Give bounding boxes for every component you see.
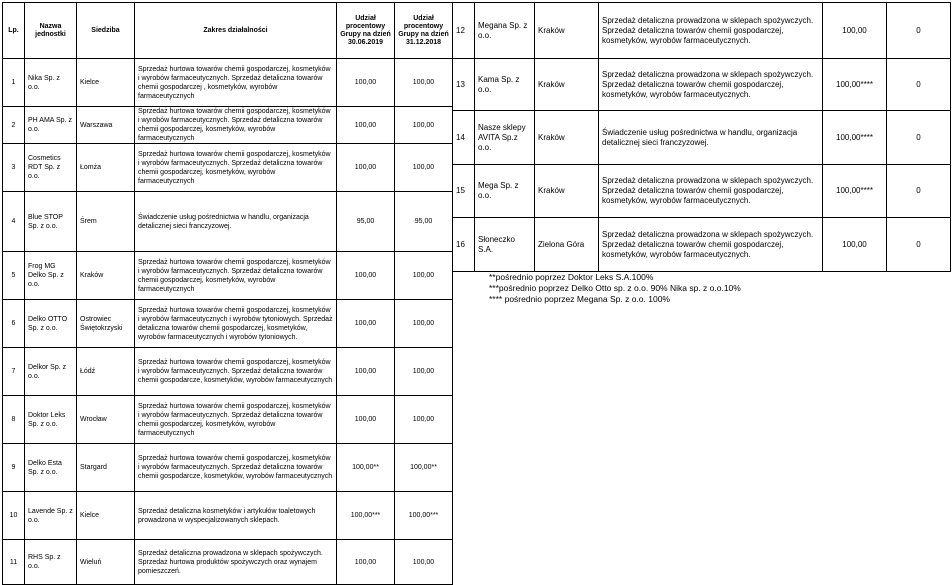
row-number: 6 [3, 300, 25, 348]
share-2018: 0 [887, 59, 951, 111]
share-2018: 100,00 [395, 396, 453, 444]
company-name: Słoneczko S.A. [475, 218, 535, 272]
table-row [3, 492, 453, 540]
share-2018: 100,00*** [395, 492, 453, 540]
header-share-2019: Udział procentowy Grupy na dzień 30.06.2019 [337, 3, 395, 59]
business-scope: Sprzedaż hurtowa towarów chemii gospodarczej, kosmetyków i wyrobów farmaceutycznych. Sprzedaż detaliczna towarów chemii gospodarczej, kosmetyków, wyrobów farmaceutycznych [135, 396, 337, 444]
row-number: 9 [3, 444, 25, 492]
company-name: Cosmetics RDT Sp. z o.o. [25, 144, 77, 192]
business-scope: Sprzedaż hurtowa towarów chemii gospodarczej, kosmetyków i wyrobów farmaceutycznych. Sprzedaż detaliczna towarów chemii gospodarczej, kosmetyków, wyrobów farmaceutycznych [135, 107, 337, 144]
business-scope: Sprzedaż hurtowa towarów chemii gospodarczej, kosmetyków i wyrobów farmaceutycznych. Sprzedaż detaliczna towarów chemii gospodarcze, kosmetyków, wyrobów farmaceutycznych [135, 444, 337, 492]
company-seat: Kraków [535, 165, 599, 218]
company-name: Lavende Sp. z o.o. [25, 492, 77, 540]
row-number: 11 [3, 540, 25, 585]
table-row [3, 144, 453, 192]
company-seat: Stargard [77, 444, 135, 492]
subsidiaries-table-left [2, 2, 453, 585]
share-2019: 100,00 [337, 348, 395, 396]
table-header-row [3, 3, 453, 59]
business-scope: Sprzedaż detaliczna prowadzona w sklepach spożywczych. Sprzedaż hurtowa produktów spożywczych oraz wynajem pomieszczeń. [135, 540, 337, 585]
share-2019: 100,00 [337, 107, 395, 144]
share-2018: 0 [887, 111, 951, 165]
row-number: 12 [453, 3, 475, 59]
company-name: Delkor Sp. z o.o. [25, 348, 77, 396]
company-name: Doktor Leks Sp. z o.o. [25, 396, 77, 444]
company-seat: Wrocław [77, 396, 135, 444]
business-scope: Sprzedaż detaliczna prowadzona w sklepach spożywczych. Sprzedaż detaliczna towarów chemii gospodarczej, kosmetyków, wyrobów farmaceutycznych. [599, 165, 823, 218]
share-2018: 100,00 [395, 252, 453, 300]
company-seat: Łomża [77, 144, 135, 192]
table-row [453, 111, 951, 165]
share-2018: 100,00 [395, 348, 453, 396]
company-name: Megana Sp. z o.o. [475, 3, 535, 59]
business-scope: Sprzedaż detaliczna prowadzona w sklepach spożywczych. Sprzedaż detaliczna towarów chemii gospodarczej, kosmetyków, wyrobów farmaceutycznych. [599, 218, 823, 272]
header-scope: Zakres działalności [135, 3, 337, 59]
share-2018: 100,00 [395, 59, 453, 107]
company-seat: Śrem [77, 192, 135, 252]
share-2019: 100,00*** [337, 492, 395, 540]
share-2019: 100,00** [337, 444, 395, 492]
footnote: **** pośrednio poprzez Megana Sp. z o.o. 100% [489, 294, 670, 304]
table-row [3, 444, 453, 492]
header-seat: Siedziba [77, 3, 135, 59]
row-number: 15 [453, 165, 475, 218]
share-2018: 100,00 [395, 107, 453, 144]
share-2019: 100,00**** [823, 59, 887, 111]
header-name: Nazwa jednostki [25, 3, 77, 59]
business-scope: Świadczenie usług pośrednictwa w handlu, organizacja detalicznej sieci franczyzowej. [135, 192, 337, 252]
business-scope: Świadczenie usług pośrednictwa w handlu, organizacja detalicznej sieci franczyzowej. [599, 111, 823, 165]
table-row [3, 107, 453, 144]
table-row [453, 59, 951, 111]
row-number: 10 [3, 492, 25, 540]
company-seat: Zielona Góra [535, 218, 599, 272]
row-number: 14 [453, 111, 475, 165]
business-scope: Sprzedaż detaliczna kosmetyków i artykułów toaletowych prowadzona w wyspecjalizowanych sklepach. [135, 492, 337, 540]
share-2019: 100,00**** [823, 165, 887, 218]
business-scope: Sprzedaż hurtowa towarów chemii gospodarczej, kosmetyków i wyrobów farmaceutycznych. Sprzedaż detaliczna towarów chemii gospodarczej , kosmetyków, wyrobów farmaceutycznych [135, 59, 337, 107]
business-scope: Sprzedaż hurtowa towarów chemii gospodarczej, kosmetyków i wyrobów farmaceutycznych. Sprzedaż detaliczna towarów chemii gospodarczej, kosmetyków, wyrobów farmaceutycznych [135, 144, 337, 192]
company-seat: Kraków [77, 252, 135, 300]
share-2018: 95,00 [395, 192, 453, 252]
company-name: Frog MG Delko Sp. z o.o. [25, 252, 77, 300]
share-2018: 0 [887, 218, 951, 272]
business-scope: Sprzedaż hurtowa towarów chemii gospodarczej, kosmetyków i wyrobów farmaceutycznych. Sprzedaż detaliczna towarów chemii gospodarczej, kosmetyków, wyrobów farmaceutycznych [135, 252, 337, 300]
company-name: Delko Esta Sp. z o.o. [25, 444, 77, 492]
company-name: Blue STOP Sp. z o.o. [25, 192, 77, 252]
footnotes [489, 272, 741, 305]
share-2019: 100,00**** [823, 111, 887, 165]
company-seat: Wieluń [77, 540, 135, 585]
share-2018: 100,00 [395, 300, 453, 348]
subsidiaries-table-right [452, 2, 951, 272]
company-name: PH AMA Sp. z o.o. [25, 107, 77, 144]
share-2019: 100,00 [337, 396, 395, 444]
company-seat: Kielce [77, 492, 135, 540]
share-2019: 100,00 [823, 218, 887, 272]
row-number: 7 [3, 348, 25, 396]
company-name: Mega Sp. z o.o. [475, 165, 535, 218]
company-seat: Łódź [77, 348, 135, 396]
share-2018: 0 [887, 3, 951, 59]
share-2019: 100,00 [337, 300, 395, 348]
share-2019: 100,00 [337, 144, 395, 192]
share-2019: 100,00 [337, 59, 395, 107]
company-seat: Kraków [535, 111, 599, 165]
share-2019: 100,00 [823, 3, 887, 59]
share-2019: 95,00 [337, 192, 395, 252]
company-seat: Kielce [77, 59, 135, 107]
footnote: **pośrednio poprzez Doktor Leks S.A.100% [489, 272, 654, 282]
business-scope: Sprzedaż hurtowa towarów chemii gospodarczej, kosmetyków i wyrobów farmaceutycznych. Sprzedaż detaliczna towarów chemii gospodarcze, kosmetyków, wyrobów farmaceutycznych [135, 348, 337, 396]
row-number: 2 [3, 107, 25, 144]
company-seat: Kraków [535, 59, 599, 111]
footnote: ***pośrednio poprzez Delko Otto sp. z o.o. 90% Nika sp. z o.o.10% [489, 283, 741, 293]
row-number: 5 [3, 252, 25, 300]
table-row [3, 192, 453, 252]
row-number: 16 [453, 218, 475, 272]
table-row [453, 165, 951, 218]
share-2018: 100,00 [395, 540, 453, 585]
row-number: 3 [3, 144, 25, 192]
row-number: 13 [453, 59, 475, 111]
table-row [3, 348, 453, 396]
share-2019: 100,00 [337, 252, 395, 300]
share-2018: 100,00 [395, 144, 453, 192]
company-name: Nasze sklepy AVITA Sp.z o.o. [475, 111, 535, 165]
row-number: 1 [3, 59, 25, 107]
row-number: 8 [3, 396, 25, 444]
company-name: Kama Sp. z o.o. [475, 59, 535, 111]
table-row [3, 59, 453, 107]
share-2019: 100,00 [337, 540, 395, 585]
company-seat: Ostrowiec Świętokrzyski [77, 300, 135, 348]
header-share-2018: Udział procentowy Grupy na dzień 31.12.2018 [395, 3, 453, 59]
table-row [3, 396, 453, 444]
business-scope: Sprzedaż detaliczna prowadzona w sklepach spożywczych. Sprzedaż detaliczna towarów chemii gospodarczej, kosmetyków, wyrobów farmaceutycznych. [599, 3, 823, 59]
share-2018: 0 [887, 165, 951, 218]
business-scope: Sprzedaż hurtowa towarów chemii gospodarczej, kosmetyków i wyrobów farmaceutycznych i wyrobów tytoniowych. Sprzedaż detaliczna towarów chemii gospodarczej, kosmetyków, wyrobów farmaceutycznych i wyrobów tytoniowych. [135, 300, 337, 348]
company-seat: Warszawa [77, 107, 135, 144]
company-seat: Kraków [535, 3, 599, 59]
company-name: Nika Sp. z o.o. [25, 59, 77, 107]
header-lp: Lp. [3, 3, 25, 59]
row-number: 4 [3, 192, 25, 252]
company-name: RHS Sp. z o.o. [25, 540, 77, 585]
table-row [3, 300, 453, 348]
table-row [453, 218, 951, 272]
table-row [3, 540, 453, 585]
company-name: Delko OTTO Sp. z o.o. [25, 300, 77, 348]
business-scope: Sprzedaż detaliczna prowadzona w sklepach spożywczych. Sprzedaż detaliczna towarów chemii gospodarczej, kosmetyków, wyrobów farmaceutycznych. [599, 59, 823, 111]
table-row [3, 252, 453, 300]
table-row [453, 3, 951, 59]
share-2018: 100,00** [395, 444, 453, 492]
